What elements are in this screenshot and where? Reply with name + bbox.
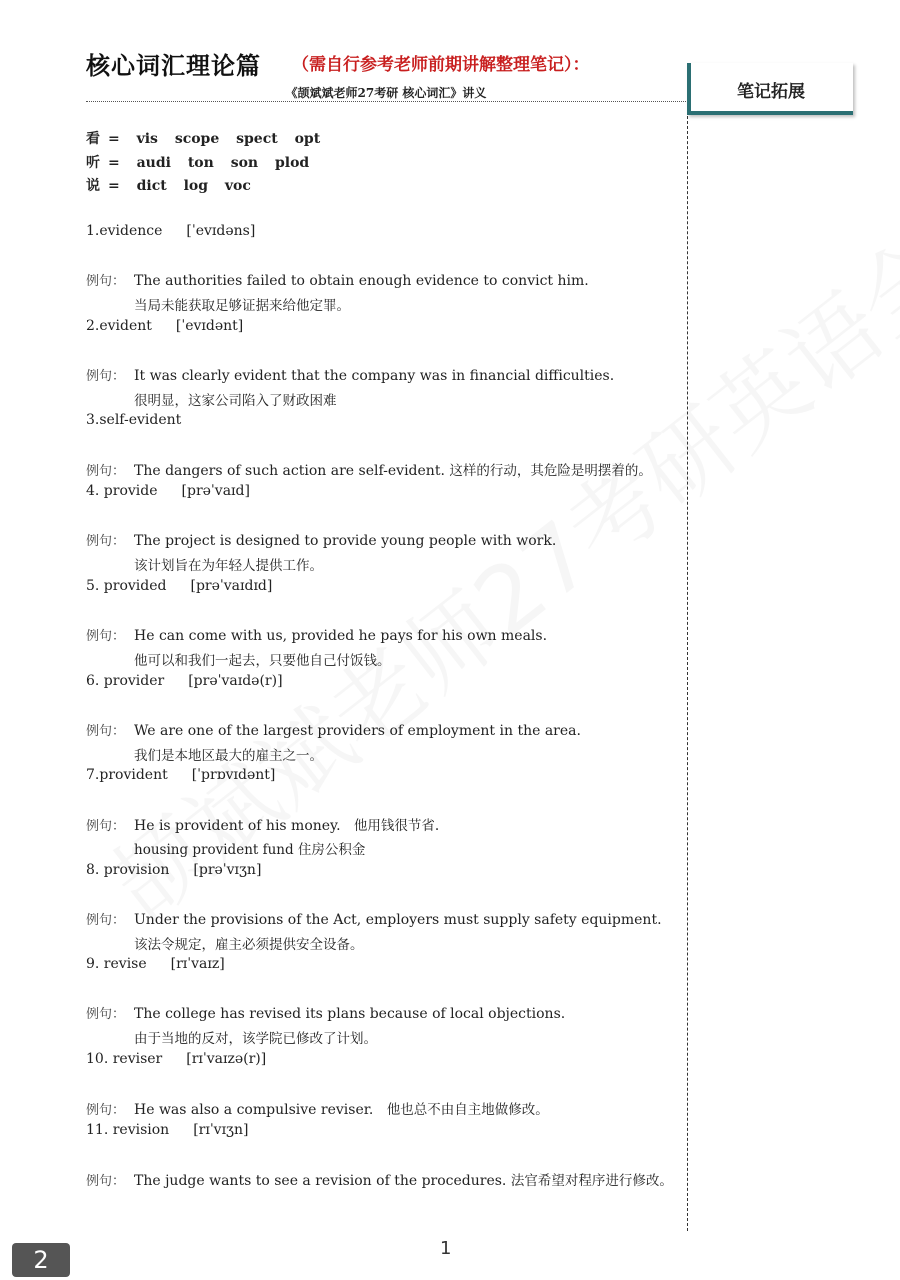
word: 10. reviser — [86, 1051, 163, 1067]
phonetic: [ˈevɪdəns] — [186, 223, 256, 239]
example-text: The dangers of such action are self-evident. — [134, 463, 445, 479]
example-label: 例句： — [86, 534, 126, 549]
example-text: The project is designed to provide young people with work. — [134, 533, 557, 549]
title-note: （需自行参考老师前期讲解整理笔记）： — [292, 55, 590, 75]
example-sentence — [86, 459, 652, 479]
word-entry — [86, 956, 225, 972]
word-entry — [86, 483, 250, 499]
root-list — [86, 128, 320, 199]
page-title: 核心词汇理论篇 — [86, 51, 261, 80]
example-sentence — [86, 270, 589, 289]
example-text: We are one of the largest providers of employment in the area. — [134, 723, 581, 739]
example-text: The authorities failed to obtain enough evidence to convict him. — [134, 273, 589, 289]
word: 7.provident — [86, 767, 168, 783]
word-entry — [86, 578, 272, 594]
word: 1.evidence — [86, 223, 163, 239]
word: 11. revision — [86, 1122, 170, 1138]
word: 5. provided — [86, 578, 167, 594]
page-subtitle: 《颉斌斌老师27考研 核心词汇》讲义 — [285, 86, 487, 100]
page-number: 1 — [440, 1238, 452, 1259]
example-label: 例句： — [86, 1007, 126, 1022]
example-text: It was clearly evident that the company was in financial difficulties. — [134, 368, 615, 384]
example-translation: 该计划旨在为年轻人提供工作。 — [134, 558, 323, 574]
example-label: 例句： — [86, 913, 126, 928]
root-key: 看 — [86, 131, 100, 147]
header-divider — [86, 101, 688, 102]
root-row — [86, 152, 320, 176]
example-sentence — [86, 625, 547, 644]
example-sentence — [86, 814, 439, 834]
example-sentence — [86, 909, 662, 928]
example-extra: housing provident fund 住房公积金 — [134, 842, 366, 858]
phonetic: [rɪˈvɪʒn] — [193, 1122, 249, 1138]
example-translation: 这样的行动，其危险是明摆着的。 — [449, 463, 652, 479]
word: 2.evident — [86, 318, 152, 334]
example-text: The college has revised its plans because of local objections. — [134, 1006, 566, 1022]
example-translation: 由于当地的反对，该学院已修改了计划。 — [134, 1031, 377, 1047]
phonetic: [prəˈvaɪdə(r)] — [188, 673, 283, 689]
word-entry — [86, 318, 243, 334]
example-text: Under the provisions of the Act, employers must supply safety equipment. — [134, 912, 662, 928]
notes-panel-tab — [687, 63, 853, 115]
word: 9. revise — [86, 956, 147, 972]
notes-panel-label: 笔记拓展 — [737, 82, 805, 102]
root-key: 听 — [86, 154, 100, 171]
phonetic: [rɪˈvaɪz] — [170, 956, 225, 972]
word: 4. provide — [86, 483, 158, 499]
phonetic: [ˈevɪdənt] — [175, 318, 244, 334]
page-badge[interactable]: 2 — [12, 1243, 70, 1277]
phonetic: [rɪˈvaɪzə(r)] — [186, 1051, 267, 1067]
example-sentence — [86, 1169, 673, 1189]
example-translation: 我们是本地区最大的雇主之一。 — [134, 748, 323, 764]
word-entry — [86, 862, 261, 878]
example-translation: 很明显，这家公司陷入了财政困难 — [134, 393, 337, 409]
example-sentence — [86, 365, 614, 384]
example-sentence — [86, 1003, 565, 1022]
example-translation: 他用钱很节省. — [353, 818, 440, 834]
example-label: 例句： — [86, 1103, 126, 1118]
example-text: He is provident of his money. — [134, 818, 341, 834]
word: 8. provision — [86, 862, 170, 878]
notes-column-divider — [687, 101, 688, 1231]
example-translation: 该法令规定，雇主必须提供安全设备。 — [134, 937, 364, 953]
word-entry — [86, 1051, 266, 1067]
word-entry — [86, 412, 181, 428]
word-entry — [86, 767, 275, 783]
root-row — [86, 175, 320, 199]
example-label: 例句： — [86, 464, 126, 479]
example-sentence — [86, 530, 556, 549]
root-row — [86, 128, 320, 152]
root-value: = vis scope spect opt — [108, 131, 321, 147]
word-entry — [86, 223, 255, 239]
example-label: 例句： — [86, 1174, 126, 1189]
example-translation: 他可以和我们一起去，只要他自己付饭钱。 — [134, 653, 391, 669]
phonetic: [prəˈvɪʒn] — [193, 862, 262, 878]
example-label: 例句： — [86, 274, 126, 289]
root-key: 说 — [86, 178, 100, 194]
example-label: 例句： — [86, 629, 126, 644]
example-label: 例句： — [86, 724, 126, 739]
example-text: The judge wants to see a revision of the procedures. — [134, 1173, 507, 1189]
example-text: He can come with us, provided he pays for his own meals. — [134, 628, 548, 644]
phonetic: [prəˈvaɪd] — [181, 483, 250, 499]
example-translation: 法官希望对程序进行修改。 — [510, 1173, 673, 1189]
word-entry — [86, 673, 283, 689]
example-translation: 他也总不由自主地做修改。 — [386, 1102, 549, 1118]
example-sentence — [86, 720, 581, 739]
example-sentence — [86, 1098, 549, 1118]
root-value: = dict log voc — [108, 178, 251, 194]
word: 6. provider — [86, 673, 165, 689]
example-text: He was also a compulsive reviser. — [134, 1102, 374, 1118]
root-value: = audi ton son plod — [108, 154, 310, 171]
phonetic: [prəˈvaɪdɪd] — [190, 578, 273, 594]
example-label: 例句： — [86, 819, 126, 834]
example-label: 例句： — [86, 369, 126, 384]
example-translation: 当局未能获取足够证据来给他定罪。 — [134, 298, 350, 314]
word: 3.self-evident — [86, 412, 182, 428]
phonetic: [ˈprɒvɪdənt] — [191, 767, 276, 783]
word-entry — [86, 1122, 248, 1138]
